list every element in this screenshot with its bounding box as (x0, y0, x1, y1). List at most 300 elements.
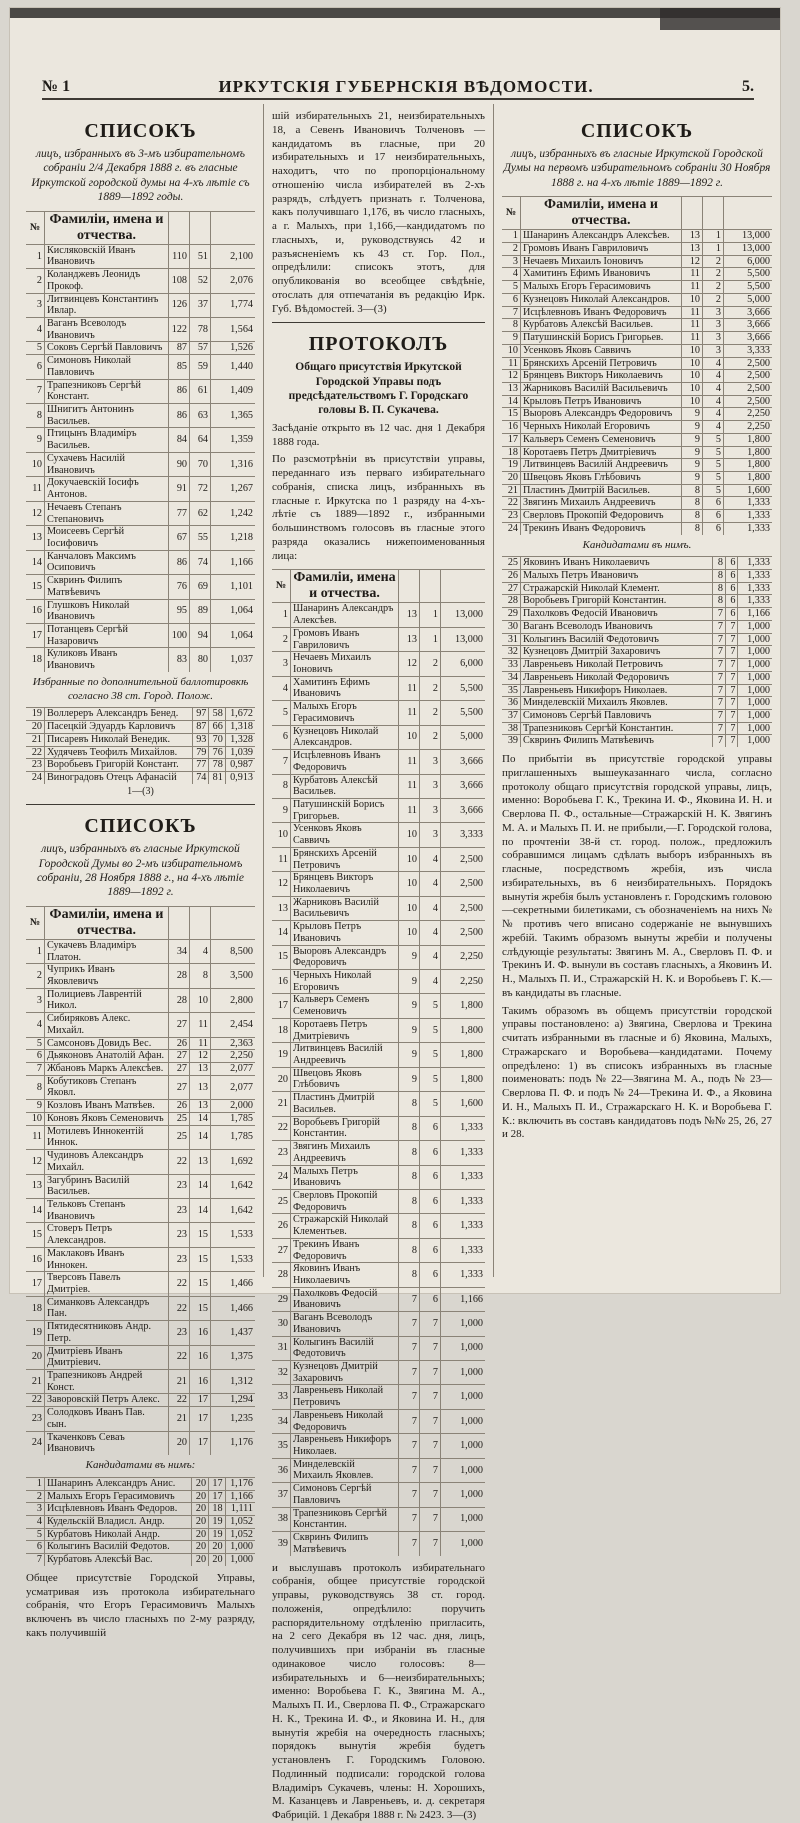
row-number: 28 (502, 595, 521, 608)
row-val-b: 7 (725, 646, 738, 659)
row-number: 20 (272, 1067, 291, 1091)
table-col1-second-candidates-body (26, 1477, 255, 1566)
table3-col-b (420, 570, 441, 603)
row-val-a: 10 (399, 725, 420, 749)
row-val-a: 9 (682, 459, 703, 472)
row-val-a: 74 (192, 771, 208, 783)
row-name: Симоновъ Сергѣй Павловичъ (291, 1483, 399, 1507)
row-number: 10 (272, 823, 291, 847)
row-val-b: 7 (420, 1312, 441, 1336)
row-val-c: 1,333 (441, 1238, 486, 1262)
row-number: 24 (26, 771, 45, 783)
row-val-a: 28 (169, 964, 190, 988)
row-number: 9 (26, 1100, 45, 1113)
row-name: Хамитинъ Ефимъ Ивановичъ (291, 676, 399, 700)
table-row (272, 970, 485, 994)
row-name: Виноградовъ Отецъ Афанасій (45, 771, 193, 783)
row-val-a: 23 (169, 1321, 190, 1345)
row-name: Лавреньевъ Николай Петровичъ (521, 659, 713, 672)
row-val-b: 37 (190, 293, 211, 317)
row-val-a: 23 (169, 1247, 190, 1271)
table-row (502, 344, 772, 357)
row-val-a: 11 (682, 268, 703, 281)
row-name: Шнигитъ Антонинъ Васильев. (45, 404, 169, 428)
row-val-b: 7 (725, 684, 738, 697)
row-val-b: 72 (190, 477, 211, 501)
table-row (272, 774, 485, 798)
row-number: 34 (272, 1409, 291, 1433)
row-val-c: 1,800 (724, 471, 773, 484)
row-val-b: 17 (190, 1394, 211, 1407)
col3-title: СПИСОКЪ (580, 120, 694, 142)
row-val-a: 9 (682, 421, 703, 434)
row-number: 17 (26, 623, 45, 647)
table-row (26, 708, 255, 721)
table-row (272, 627, 485, 651)
table-col3-candidates (502, 556, 772, 747)
table-row (26, 1528, 255, 1541)
table4-col-name: Фамиліи, имена и отчества. (521, 197, 682, 230)
row-name: Малыхъ Егоръ Герасимовичъ (291, 701, 399, 725)
table-row (26, 1198, 255, 1222)
table-row (26, 1100, 255, 1113)
row-number: 6 (272, 725, 291, 749)
row-val-b: 7 (725, 671, 738, 684)
row-val-b: 6 (703, 510, 724, 523)
table-col1-second-candidates (26, 1477, 255, 1566)
table-row (26, 293, 255, 317)
table-row (502, 646, 772, 659)
row-name: Маклаковъ Иванъ Иннокен. (45, 1247, 169, 1271)
row-name: Птицынъ Владиміръ Васильев. (45, 428, 169, 452)
table-row (502, 421, 772, 434)
row-number: 5 (26, 342, 45, 355)
row-val-a: 21 (169, 1407, 190, 1431)
row-val-c: 13,000 (724, 243, 773, 256)
row-val-b: 13 (190, 1075, 211, 1099)
row-val-a: 13 (682, 230, 703, 243)
row-name: Кудельскій Владисл. Андр. (45, 1515, 192, 1528)
row-val-a: 23 (169, 1223, 190, 1247)
row-name: Малыхъ Егоръ Герасимовичъ (45, 1490, 192, 1503)
row-name: Звягинъ Михаилъ Андреевичъ (521, 497, 682, 510)
row-name: Воробьевъ Григорій Констант. (45, 759, 193, 772)
row-val-c: 1,333 (738, 557, 772, 570)
row-name: Загубринъ Василій Васильев. (45, 1174, 169, 1198)
row-number: 19 (26, 708, 45, 721)
table-row (26, 526, 255, 550)
row-number: 21 (272, 1092, 291, 1116)
table-row (272, 896, 485, 920)
row-val-b: 69 (190, 575, 211, 599)
table-row (26, 1554, 255, 1566)
row-val-a: 11 (399, 701, 420, 725)
table-row (502, 484, 772, 497)
row-name: Шанаринъ Александръ Алексѣев. (291, 603, 399, 627)
row-val-c: 1,328 (225, 733, 255, 746)
row-val-b: 4 (420, 921, 441, 945)
row-val-a: 7 (399, 1409, 420, 1433)
row-number: 39 (272, 1532, 291, 1556)
col1-t2-note: Кандидатами въ нимъ: (85, 1459, 196, 1472)
row-val-a: 26 (169, 1100, 190, 1113)
row-val-c: 5,500 (441, 676, 486, 700)
table-row (26, 1272, 255, 1296)
row-val-c: 6,000 (441, 652, 486, 676)
row-val-a: 9 (682, 408, 703, 421)
row-name: Симоновъ Сергѣй Павловичъ (521, 709, 713, 722)
row-val-c: 1,800 (724, 433, 773, 446)
row-name: Коротаевъ Петръ Дмитріевичъ (521, 446, 682, 459)
row-val-c: 1,333 (724, 510, 773, 523)
row-name: Курбатовъ Алексѣй Вас. (45, 1554, 192, 1566)
row-val-a: 22 (169, 1394, 190, 1407)
row-val-c: 1,000 (441, 1434, 486, 1458)
row-name: Кузнецовъ Дмитрій Захаровичъ (291, 1361, 399, 1385)
row-val-a: 8 (399, 1189, 420, 1213)
row-val-b: 5 (420, 1018, 441, 1042)
row-val-b: 17 (209, 1477, 226, 1490)
row-val-b: 7 (725, 722, 738, 735)
row-val-c: 1,785 (211, 1112, 256, 1125)
row-name: Ткаченковъ Севаъ Ивановичъ (45, 1431, 169, 1455)
row-val-c: 5,000 (441, 725, 486, 749)
col3-subtitle: лицъ, избранныхъ въ гласные Иркутской Городской Думы на первомъ избирательномъ собраніи 30 Ноября 1888 г. на 4-хъ лѣтіе 1889—1892 г. (503, 148, 771, 189)
row-val-c: 1,466 (211, 1272, 256, 1296)
row-val-c: 3,333 (724, 344, 773, 357)
table-row (272, 1214, 485, 1238)
row-val-a: 11 (682, 319, 703, 332)
row-number: 2 (502, 243, 521, 256)
row-val-b: 2 (420, 676, 441, 700)
row-val-a: 10 (682, 370, 703, 383)
row-number: 13 (26, 526, 45, 550)
row-val-a: 77 (192, 759, 208, 772)
row-val-c: 1,218 (211, 526, 256, 550)
table-row (502, 722, 772, 735)
row-val-a: 93 (192, 733, 208, 746)
row-val-b: 3 (420, 798, 441, 822)
row-val-a: 10 (399, 921, 420, 945)
row-val-b: 5 (703, 433, 724, 446)
row-val-b: 15 (190, 1223, 211, 1247)
table-row (502, 633, 772, 646)
row-val-a: 86 (169, 379, 190, 403)
row-number: 16 (26, 1247, 45, 1271)
row-val-b: 7 (420, 1532, 441, 1556)
table-row (26, 648, 255, 672)
row-val-b: 18 (209, 1503, 226, 1516)
row-val-a: 12 (399, 652, 420, 676)
row-name: Пахолковъ Федосій Ивановичъ (291, 1287, 399, 1311)
row-val-c: 1,333 (738, 570, 772, 583)
row-val-c: 1,333 (441, 1263, 486, 1287)
row-number: 4 (272, 676, 291, 700)
row-val-b: 14 (190, 1125, 211, 1149)
row-val-b: 15 (190, 1296, 211, 1320)
row-val-b: 4 (420, 896, 441, 920)
row-number: 1 (26, 939, 45, 963)
row-val-a: 7 (713, 697, 726, 710)
row-number: 3 (26, 1503, 45, 1516)
row-val-c: 2,077 (211, 1063, 256, 1076)
row-val-a: 86 (169, 550, 190, 574)
row-val-a: 8 (399, 1263, 420, 1287)
column-1 (18, 104, 264, 1639)
row-name: Глушковъ Николай Ивановичъ (45, 599, 169, 623)
row-val-c: 1,375 (211, 1345, 256, 1369)
table-row (502, 293, 772, 306)
table-col-a (169, 211, 190, 244)
row-val-b: 14 (190, 1174, 211, 1198)
row-val-a: 21 (169, 1370, 190, 1394)
row-name: Ваганъ Всеволодъ Ивановичъ (521, 620, 713, 633)
row-val-a: 25 (169, 1112, 190, 1125)
row-number: 8 (502, 319, 521, 332)
row-val-c: 1,000 (738, 722, 772, 735)
table-row (272, 1507, 485, 1531)
row-val-b: 6 (725, 582, 738, 595)
row-val-a: 11 (399, 774, 420, 798)
table-row (26, 1174, 255, 1198)
row-val-a: 10 (682, 293, 703, 306)
row-val-c: 1,000 (441, 1312, 486, 1336)
row-name: Козловъ Иванъ Матвѣев. (45, 1100, 169, 1113)
table-row (272, 1409, 485, 1433)
table-row (272, 1189, 485, 1213)
row-number: 6 (502, 293, 521, 306)
row-val-c: 1,000 (441, 1483, 486, 1507)
table-row (26, 575, 255, 599)
row-val-c: 1,166 (738, 608, 772, 621)
table-row (272, 725, 485, 749)
row-val-b: 80 (190, 648, 211, 672)
row-name: Писаревъ Николай Венедик. (45, 733, 193, 746)
row-val-b: 2 (420, 725, 441, 749)
row-val-a: 91 (169, 477, 190, 501)
row-number: 21 (26, 733, 45, 746)
row-number: 38 (272, 1507, 291, 1531)
table-row (26, 623, 255, 647)
row-name: Малыхъ Петръ Ивановичъ (521, 570, 713, 583)
row-val-a: 86 (169, 404, 190, 428)
table-row (272, 701, 485, 725)
row-val-b: 74 (190, 550, 211, 574)
row-name: Коланджевъ Леонидъ Прокоф. (45, 269, 169, 293)
row-val-c: 1,039 (225, 746, 255, 759)
row-val-c: 2,500 (441, 872, 486, 896)
row-name: Стражарскій Николай Клемент. (521, 582, 713, 595)
row-val-b: 52 (190, 269, 211, 293)
row-name: Жарниковъ Василій Васильевичъ (521, 382, 682, 395)
table2-col-num: № (26, 906, 45, 939)
row-number: 1 (502, 230, 521, 243)
table-row (502, 332, 772, 345)
row-val-c: 2,250 (441, 945, 486, 969)
row-val-c: 1,235 (211, 1407, 256, 1431)
row-name: Воробьевъ Григорій Константин. (291, 1116, 399, 1140)
table-row (502, 357, 772, 370)
row-val-b: 16 (190, 1345, 211, 1369)
row-number: 33 (502, 659, 521, 672)
row-val-b: 4 (703, 421, 724, 434)
row-val-b: 94 (190, 623, 211, 647)
row-val-c: 13,000 (724, 230, 773, 243)
row-number: 22 (502, 497, 521, 510)
row-number: 28 (272, 1263, 291, 1287)
row-val-c: 1,800 (724, 459, 773, 472)
table-col-c (211, 211, 256, 244)
row-val-b: 4 (420, 847, 441, 871)
row-val-c: 1,437 (211, 1321, 256, 1345)
row-val-c: 2,077 (211, 1075, 256, 1099)
row-val-a: 9 (399, 970, 420, 994)
row-name: Черныхъ Николай Егоровичъ (521, 421, 682, 434)
table-row (26, 1296, 255, 1320)
row-name: Сверловъ Прокопій Федоровичъ (521, 510, 682, 523)
table-row (26, 342, 255, 355)
row-val-a: 110 (169, 244, 190, 268)
row-val-b: 7 (725, 633, 738, 646)
row-name: Усенковъ Яковъ Саввичъ (521, 344, 682, 357)
row-val-a: 7 (713, 646, 726, 659)
column-2 (264, 104, 494, 1821)
row-name: Курбатовъ Алексѣй Васильев. (521, 319, 682, 332)
row-number: 8 (26, 1075, 45, 1099)
row-val-c: 8,500 (211, 939, 256, 963)
row-val-a: 13 (399, 603, 420, 627)
row-val-c: 1,333 (738, 582, 772, 595)
row-number: 29 (272, 1287, 291, 1311)
row-name: Литвинцевъ Василій Андреевичъ (521, 459, 682, 472)
row-val-c: 3,666 (441, 774, 486, 798)
row-val-b: 5 (703, 471, 724, 484)
row-name: Брянскихъ Арсеній Петровичъ (521, 357, 682, 370)
row-val-a: 10 (682, 382, 703, 395)
row-val-c: 1,000 (441, 1409, 486, 1433)
table-row (502, 608, 772, 621)
row-val-b: 15 (190, 1247, 211, 1271)
masthead-title: ИРКУТСКІЯ ГУБЕРНСКІЯ ВѢДОМОСТИ. (218, 77, 594, 96)
row-number: 11 (502, 357, 521, 370)
table4-col-num: № (502, 197, 521, 230)
row-name: Ваганъ Всеволодъ Ивановичъ (291, 1312, 399, 1336)
table-col1-second (26, 906, 255, 1455)
row-val-b: 7 (420, 1385, 441, 1409)
row-name: Яковинъ Иванъ Николаевичъ (521, 557, 713, 570)
row-val-b: 6 (725, 557, 738, 570)
row-val-c: 1,166 (441, 1287, 486, 1311)
table-row (272, 1312, 485, 1336)
row-val-c: 0,987 (225, 759, 255, 772)
row-number: 34 (502, 671, 521, 684)
table-row (26, 428, 255, 452)
table-row (26, 404, 255, 428)
row-val-c: 5,000 (724, 293, 773, 306)
row-number: 8 (26, 404, 45, 428)
row-val-c: 1,000 (441, 1507, 486, 1531)
row-val-a: 7 (713, 633, 726, 646)
col3-text2: Такимъ образомъ въ общемъ присутствіи городской управы постановлено: а) Звягина, Сверлова и Трекина считать избранными въ гласные и б) Яковина, Малыхъ, Стражарскаго и Воробьева—кандидатами. Почему опредѣлено: 1) въ списокъ избранныхъ въ гласные поименовать: подъ № 22—Звягина М. А., подъ № 23—Сверлова П. Ф. и подъ № 24—Трекина И. Ф., а Яковина И. Н., Малыхъ П. И., Стражарскаго Н. К. и Воробьева Г. К.: включить въ составъ кандидатовъ подъ №№ 25, 26, 27 и 28. (502, 1004, 772, 1141)
row-val-b: 1 (703, 230, 724, 243)
table-row (26, 1037, 255, 1050)
row-val-c: 6,000 (724, 255, 773, 268)
row-name: Брянскихъ Арсеній Петровичъ (291, 847, 399, 871)
row-val-a: 9 (399, 1043, 420, 1067)
row-number: 14 (26, 1198, 45, 1222)
row-number: 23 (26, 759, 45, 772)
row-number: 14 (502, 395, 521, 408)
row-val-b: 5 (420, 1067, 441, 1091)
row-number: 4 (26, 1013, 45, 1037)
row-val-c: 1,000 (738, 671, 772, 684)
table-row (272, 1165, 485, 1189)
row-val-a: 12 (682, 255, 703, 268)
row-val-b: 11 (190, 1013, 211, 1037)
row-number: 18 (26, 1296, 45, 1320)
row-name: Звягинъ Михаилъ Андреевичъ (291, 1141, 399, 1165)
row-val-c: 1,365 (211, 404, 256, 428)
newspaper-page (10, 8, 780, 1821)
table-row (272, 1361, 485, 1385)
table-row (502, 306, 772, 319)
row-number: 19 (502, 459, 521, 472)
row-name: Куликовъ Иванъ Ивановичъ (45, 648, 169, 672)
row-name: Нечаевъ Михаилъ Іоновичъ (291, 652, 399, 676)
row-val-c: 1,000 (441, 1385, 486, 1409)
row-val-c: 1,564 (211, 318, 256, 342)
row-name: Минделевскій Михаилъ Яковлев. (521, 697, 713, 710)
table-row (26, 1075, 255, 1099)
row-val-a: 83 (169, 648, 190, 672)
row-val-b: 2 (420, 701, 441, 725)
row-name: Черныхъ Николай Егоровичъ (291, 970, 399, 994)
row-name: Шанаринъ Александръ Анис. (45, 1477, 192, 1490)
row-val-b: 7 (725, 659, 738, 672)
row-val-a: 7 (713, 735, 726, 747)
table-row (272, 847, 485, 871)
row-val-c: 1,176 (225, 1477, 255, 1490)
row-val-c: 1,000 (738, 709, 772, 722)
row-val-b: 13 (190, 1100, 211, 1113)
col2-intro: шій избирательныхъ 21, неизбирательныхъ 18, а Севенъ Ивановичъ Толченовъ — кандидатомъ въ гласные, при 20 избирательныхъ и 17 неизбирательныхъ, находитъ, что по пропорціональному отношенію числа избирателей въ 2-хъ разрядъ, слѣдуетъ признать г. Толченова, какъ получившаго 1,176, въ число гласныхъ, а г. Малыхъ, при 1,166,—кандидатомъ по гласныхъ, и, руководствуясь 42 и разъясненіемъ къ 43 ст. Гор. Пол., опредѣлили: списокъ этотъ, для опубликованія во всеобщее свѣдѣніе, отослать для отпечатанія въ редакцію Ирк. Губ. Вѣдомостей. 3—(3) (272, 110, 485, 315)
row-val-a: 8 (682, 484, 703, 497)
row-val-a: 28 (169, 988, 190, 1012)
table-row (26, 1125, 255, 1149)
row-val-a: 8 (399, 1141, 420, 1165)
table-row (26, 379, 255, 403)
table-row (26, 355, 255, 379)
row-val-c: 1,111 (225, 1503, 255, 1516)
row-val-b: 4 (420, 872, 441, 896)
row-val-a: 10 (682, 395, 703, 408)
row-val-b: 2 (703, 293, 724, 306)
column1-title2: СПИСОКЪ (84, 815, 197, 838)
row-name: Сукачевъ Владиміръ Платон. (45, 939, 169, 963)
row-name: Курбатовъ Алексѣй Васильев. (291, 774, 399, 798)
row-name: Швецовъ Яковъ Глѣбовичъ (521, 471, 682, 484)
row-number: 12 (502, 370, 521, 383)
table-row (502, 471, 772, 484)
row-val-b: 7 (725, 697, 738, 710)
row-val-b: 6 (703, 522, 724, 534)
column1-title1: СПИСОКЪ (84, 120, 197, 142)
row-val-c: 1,318 (225, 721, 255, 734)
row-number: 17 (502, 433, 521, 446)
table-row (272, 603, 485, 627)
row-val-a: 87 (192, 721, 208, 734)
col2-opening: Засѣданіе открыто въ 12 час. дня 1 Декабря 1888 года. (272, 421, 485, 448)
